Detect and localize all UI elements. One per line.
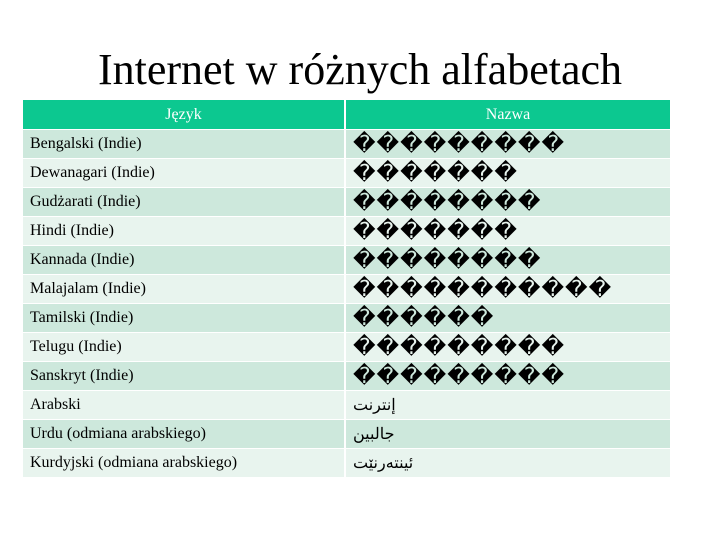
name-cell: �������� [345,188,670,217]
table-row [23,449,670,478]
language-cell: Telugu (Indie) [23,333,345,362]
table-row [23,246,670,275]
name-cell: إنترنت [345,391,670,420]
table-row [23,130,670,159]
table-row [23,333,670,362]
table-row [23,304,670,333]
language-cell: Arabski [23,391,345,420]
table-row [23,217,670,246]
slide-title: Internet w różnych alfabetach [97,45,623,94]
name-cell: جالبین [345,420,670,449]
language-cell: Urdu (odmiana arabskiego) [23,420,345,449]
language-cell: Malajalam (Indie) [23,275,345,304]
name-cell: ����������� [345,275,670,304]
language-cell: Hindi (Indie) [23,217,345,246]
language-table [23,100,670,477]
name-cell: ��������� [345,362,670,391]
table-row [23,391,670,420]
table-row [23,362,670,391]
header-name: Nazwa [345,100,670,130]
language-cell: Tamilski (Indie) [23,304,345,333]
language-cell: Kannada (Indie) [23,246,345,275]
table-row [23,275,670,304]
name-cell: ئینتەرنێت [345,449,670,478]
language-cell: Bengalski (Indie) [23,130,345,159]
table-row [23,420,670,449]
name-cell: ������� [345,159,670,188]
table-row [23,188,670,217]
table-row [23,159,670,188]
language-cell: Gudżarati (Indie) [23,188,345,217]
name-cell: ��������� [345,333,670,362]
name-cell: ��������� [345,130,670,159]
language-cell: Kurdyjski (odmiana arabskiego) [23,449,345,478]
header-language: Język [23,100,345,130]
language-cell: Dewanagari (Indie) [23,159,345,188]
name-cell: ������ [345,304,670,333]
table-header-row [23,100,670,130]
name-cell: ������� [345,217,670,246]
name-cell: �������� [345,246,670,275]
language-cell: Sanskryt (Indie) [23,362,345,391]
